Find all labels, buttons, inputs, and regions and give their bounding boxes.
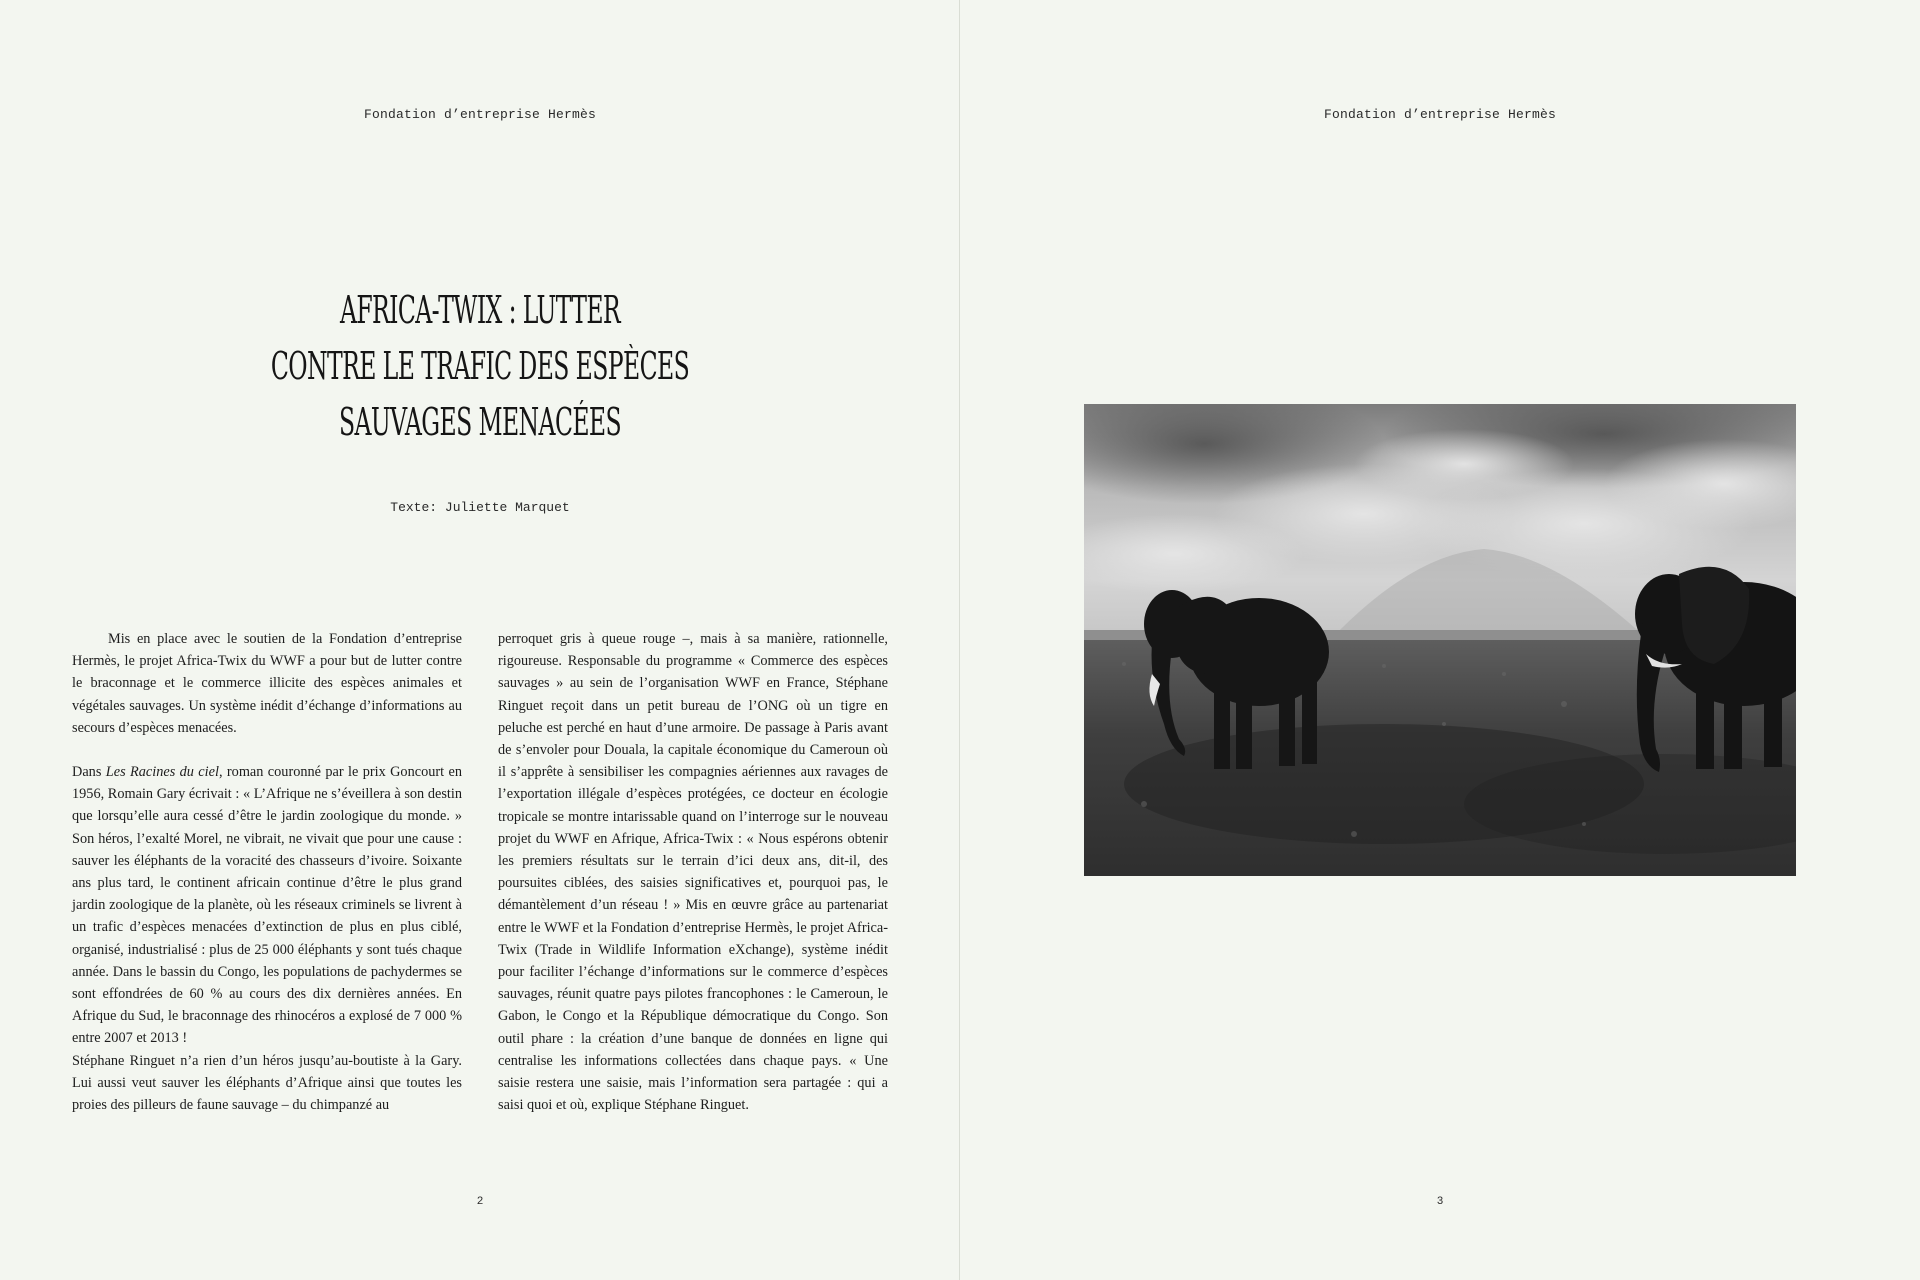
body-paragraph-2	[72, 761, 462, 1050]
elephants-photo	[1084, 404, 1796, 876]
elephants-photo-illustration	[1084, 404, 1796, 876]
text-column-2	[498, 628, 888, 1116]
article-title	[0, 282, 960, 450]
title-line-2: CONTRE LE TRAFIC DES ESPÈCES	[270, 344, 690, 388]
body-paragraph-continued: perroquet gris à queue rouge –, mais à sa manière, rationnelle, rigoureuse. Responsable du programme « Commerce des espèces sauvages » au sein de l’organisation WWF en France, Stéphane Ringuet reçoit dans un petit bureau de l’ONG où un tigre en peluche est perché en haut d’une armoire. De passage à Paris avant de s’envoler pour Douala, la capitale économique du Cameroun où il s’apprête à sensibiliser les compagnies aériennes aux ravages de l’exportation illégale d’espèces protégées, ce docteur en écologie tropicale se montre intarissable quand on l’interroge sur le nouveau projet du WWF en Afrique, Africa-Twix : « Nous espérons obtenir les premiers résultats sur le terrain d’ici deux ans, dit-il, des poursuites ciblées, des saisies significatives et, pourquoi pas, le démantèlement d’un réseau ! » Mis en œuvre grâce au partenariat entre le WWF et la Fondation d’entreprise Hermès, le projet Africa-Twix (Trade in Wildlife Information eXchange), système inédit pour faciliter l’échange d’informations sur le commerce d’espèces sauvages, réunit quatre pays pilotes francophones : le Cameroun, le Gabon, le Congo et la République démocratique du Congo. Son outil phare : la création d’une banque de données en ligne qui centralise les informations collectées dans chaque pays. « Une saisie restera une saisie, mais l’information sera partagée : qui a saisi quoi et où, explique Stéphane Ringuet.	[498, 631, 888, 1114]
page-number-right: 3	[1436, 1196, 1444, 1208]
book-title-italic: Les Racines du ciel	[105, 764, 219, 781]
running-head-left: Fondation d’entreprise Hermès	[363, 107, 597, 122]
text-column-1	[72, 628, 462, 1116]
body-paragraph-3: Stéphane Ringuet n’a rien d’un héros jusqu’au-boutiste à la Gary. Lui aussi veut sauver les éléphants d’Afrique ainsi que toutes les proies des pilleurs de faune sauvage – du chimpanzé au	[72, 1052, 462, 1114]
para2-text-start: Dans	[72, 764, 106, 781]
byline: Texte: Juliette Marquet	[390, 500, 570, 515]
para2-text-end: , roman couronné par le prix Goncourt en 1956, Romain Gary écrivait : « L’Afrique ne s’éveillera à son destin que lorsqu’elle aura cessé d’être le jardin zoologique du monde. » Son héros, l’exalté Morel, ne vibrait, ne vivait que pour une cause : sauver les éléphants de la voracité des chasseurs d’ivoire. Soixante ans plus tard, le continent africain continue d’être le plus grand jardin zoologique de la planète, où les réseaux criminels se livrent à un trafic d’espèces menacées d’extinction de plus en plus ciblé, organisé, industrialisé : plus de 25 000 éléphants y sont tués chaque année. Dans le bassin du Congo, les populations de pachydermes se sont effondrées de 60 % au cours des dix dernières années. En Afrique du Sud, le braconnage des rhinocéros a explosé de 7 000 % entre 2007 et 2013 !	[72, 764, 462, 1047]
title-line-3: SAUVAGES MENACÉES	[338, 400, 622, 444]
page-number-left: 2	[476, 1196, 484, 1208]
title-line-1: AFRICA-TWIX : LUTTER	[339, 288, 621, 332]
right-page	[960, 0, 1920, 1280]
intro-paragraph: Mis en place avec le soutien de la Fondation d’entreprise Hermès, le projet Africa-Twix du WWF a pour but de lutter contre le braconnage et le commerce illicite des espèces animales et végétales sauvages. Un système inédit d’échange d’informations au secours d’espèces menacées.	[72, 631, 462, 736]
running-head-right: Fondation d’entreprise Hermès	[1323, 107, 1557, 122]
